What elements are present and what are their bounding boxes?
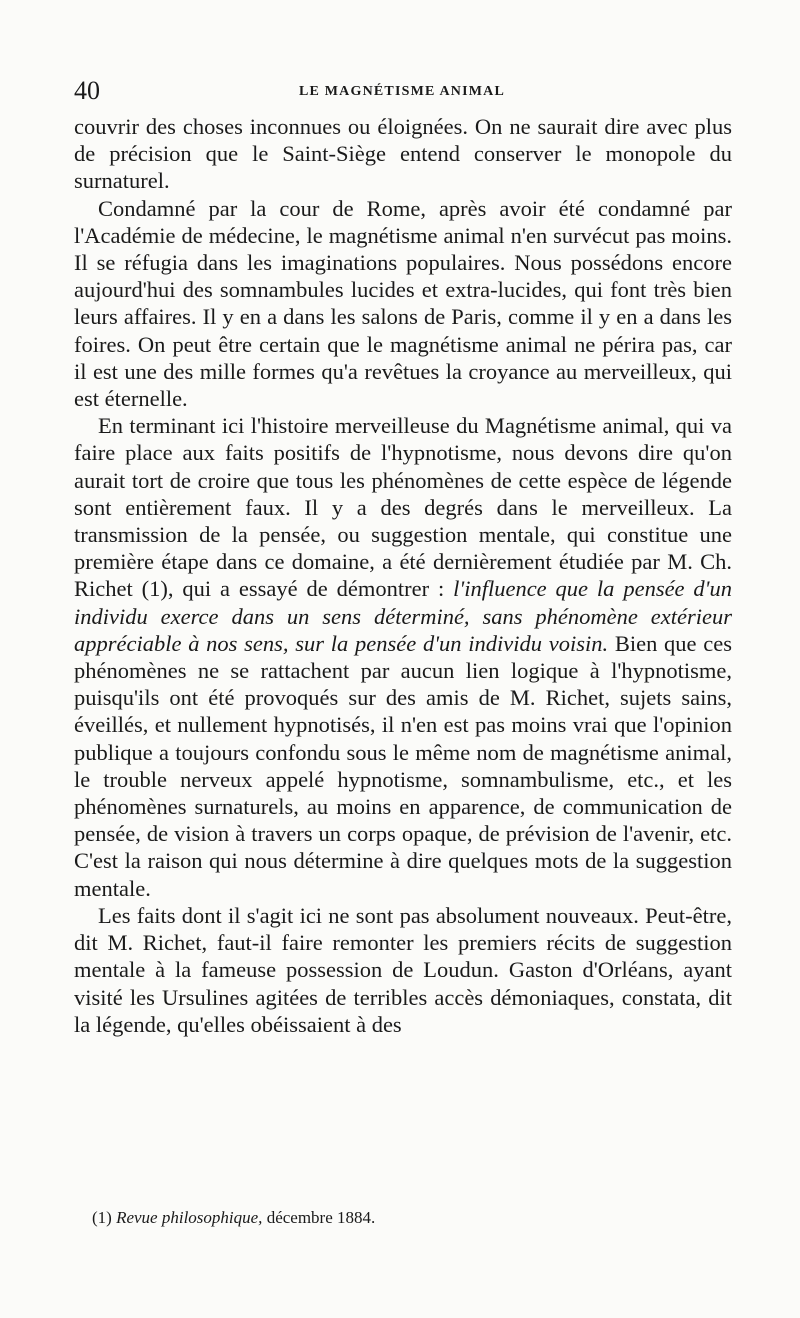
paragraph-3 (74, 412, 732, 902)
page-number: 40 (74, 76, 100, 105)
paragraph-1: couvrir des choses inconnues ou éloignées. On ne saurait dire avec plus de précision que le Saint-Siège entend conserver le monopole du surnaturel. (74, 114, 732, 194)
footnote-source: Revue philosophique, (116, 1208, 263, 1227)
running-title: LE MAGNÉTISME ANIMAL (298, 84, 506, 99)
paragraph-3-before: En terminant ici l'histoire merveilleuse du Magnétisme animal, qui va faire place aux faits positifs de l'hypnotisme, nous devons dire qu'on aurait tort de croire que tous les phénomènes de cette espèce de légende sont entièrement faux. Il y a des degrés dans le merveilleux. La transmission de la pensée, ou suggestion mentale, qui constitue une première étape dans ce domaine, a été dernièrement étudiée par M. Ch. Richet (1), qui a essayé de démontrer : (74, 413, 732, 602)
footnote (92, 1207, 732, 1229)
body-text (74, 113, 732, 1038)
paragraph-3-quote: l'influence que la pensée d'un individu exerce dans un sens déterminé, sans phénomène extérieur appréciable à nos sens, sur la pensée d'un individu voisin. (74, 576, 732, 656)
page-header (74, 72, 730, 106)
footnote-date: décembre 1884. (266, 1208, 376, 1227)
paragraph-2: Condamné par la cour de Rome, après avoir été condamné par l'Académie de médecine, le magnétisme animal n'en survécut pas moins. Il se réfugia dans les imaginations populaires. Nous possédons encore aujourd'hui des somnambules lucides et extra-lucides, qui font très bien leurs affaires. Il y en a dans les salons de Paris, comme il y en a dans les foires. On peut être certain que le magnétisme animal ne périra pas, car il est une des mille formes qu'a revêtues la croyance au merveilleux, qui est éternelle. (74, 195, 732, 412)
paragraph-4: Les faits dont il s'agit ici ne sont pas absolument nouveaux. Peut-être, dit M. Richet, faut-il faire remonter les premiers récits de suggestion mentale à la fameuse possession de Loudun. Gaston d'Orléans, ayant visité les Ursulines agitées de terribles accès démoniaques, constata, dit la légende, qu'elles obéissaient à des (74, 902, 732, 1037)
paragraph-3-after: Bien que ces phénomènes ne se rattachent par aucun lien logique à l'hypnotisme, puisqu'ils ont été provoqués sur des amis de M. Richet, sujets sains, éveillés, et nullement hypnotisés, il n'en est pas moins vrai que l'opinion publique a toujours confondu sous le même nom de magnétisme animal, le trouble nerveux appelé hypnotisme, somnambulisme, etc., et les phénomènes surnaturels, au moins en apparence, de communication de pensée, de vision à travers un corps opaque, de prévision de l'avenir, etc. C'est la raison qui nous détermine à dire quelques mots de la suggestion mentale. (74, 630, 733, 901)
footnote-marker: (1) (92, 1208, 112, 1227)
